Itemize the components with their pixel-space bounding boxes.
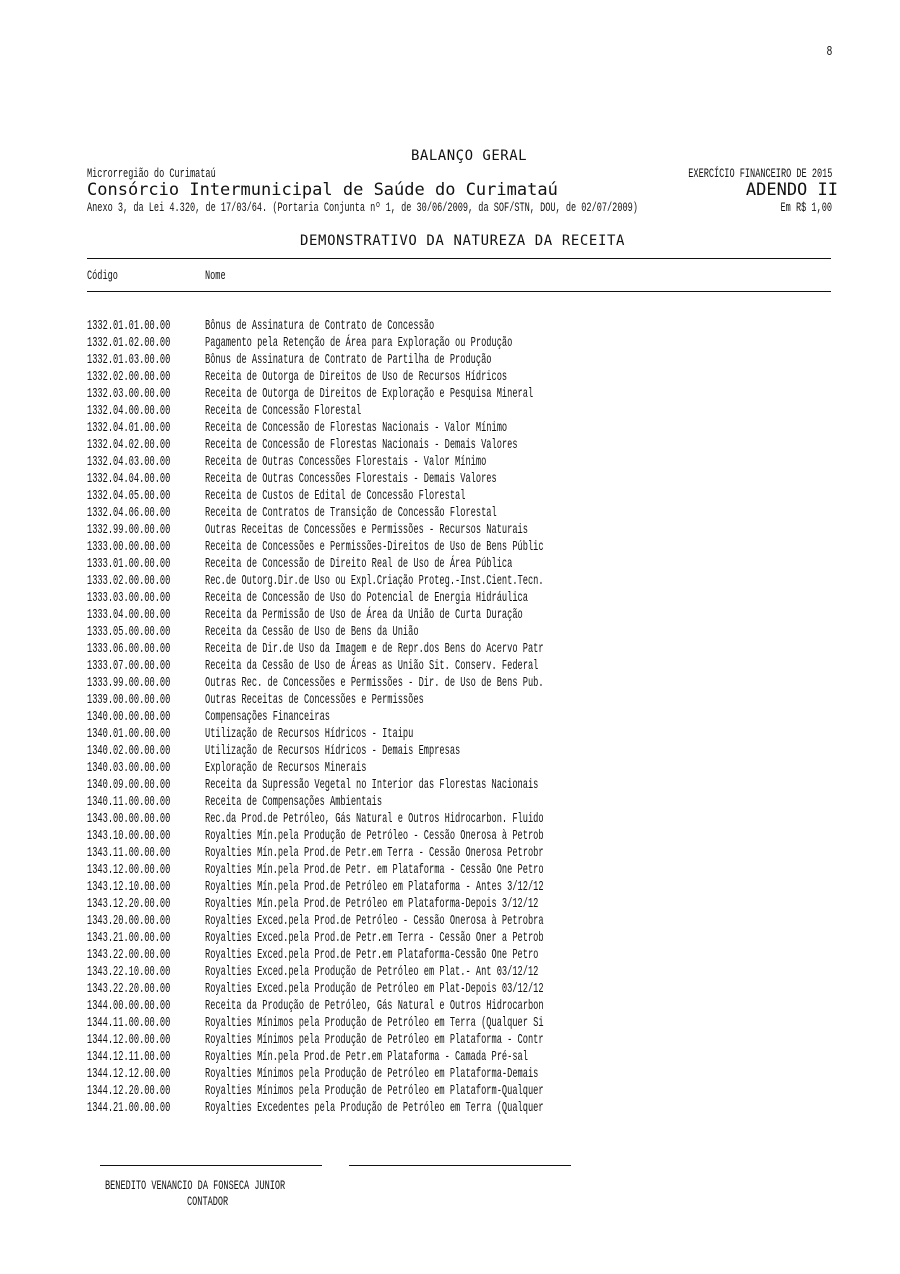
revenue-name: Royalties Excedentes pela Produção de Petróleo em Terra (Qualquer bbox=[205, 1100, 544, 1116]
table-row bbox=[87, 777, 827, 794]
table-row bbox=[87, 845, 827, 862]
table-row bbox=[87, 607, 827, 624]
report-title: BALANÇO GERAL bbox=[411, 148, 528, 164]
revenue-code: 1332.04.01.00.00 bbox=[87, 420, 171, 436]
entity-name: Consórcio Intermunicipal de Saúde do Curimataú bbox=[87, 180, 558, 200]
revenue-code: 1340.00.00.00.00 bbox=[87, 709, 171, 725]
revenue-code: 1333.02.00.00.00 bbox=[87, 573, 171, 589]
revenue-code: 1344.11.00.00.00 bbox=[87, 1015, 171, 1031]
table-row bbox=[87, 964, 827, 981]
revenue-code: 1332.04.00.00.00 bbox=[87, 403, 171, 419]
revenue-name: Receita de Contratos de Transição de Concessão Florestal bbox=[205, 505, 497, 521]
revenue-code: 1343.00.00.00.00 bbox=[87, 811, 171, 827]
table-row bbox=[87, 556, 827, 573]
table-row bbox=[87, 658, 827, 675]
signer-role: CONTADOR bbox=[187, 1194, 229, 1209]
revenue-code: 1343.22.10.00.00 bbox=[87, 964, 171, 980]
revenue-name: Receita da Supressão Vegetal no Interior das Florestas Nacionais bbox=[205, 777, 539, 793]
table-row bbox=[87, 471, 827, 488]
revenue-code: 1332.04.02.00.00 bbox=[87, 437, 171, 453]
revenue-name: Rec.de Outorg.Dir.de Uso ou Expl.Criação Proteg.-Inst.Cient.Tecn. bbox=[205, 573, 544, 589]
revenue-code: 1343.12.20.00.00 bbox=[87, 896, 171, 912]
revenue-name: Royalties Mín.pela Prod.de Petr. em Plataforma - Cessão One Petro bbox=[205, 862, 544, 878]
table-row bbox=[87, 369, 827, 386]
revenue-name: Royalties Exced.pela Prod.de Petróleo - Cessão Onerosa à Petrobra bbox=[205, 913, 544, 929]
revenue-name: Pagamento pela Retenção de Área para Exploração ou Produção bbox=[205, 335, 513, 351]
revenue-name: Bônus de Assinatura de Contrato de Concessão bbox=[205, 318, 435, 334]
revenue-name: Royalties Exced.pela Prod.de Petr.em Plataforma-Cessão One Petro bbox=[205, 947, 539, 963]
table-row bbox=[87, 896, 827, 913]
revenue-name: Receita de Dir.de Uso da Imagem e de Repr.dos Bens do Acervo Patr bbox=[205, 641, 544, 657]
revenue-name: Outras Receitas de Concessões e Permissões bbox=[205, 692, 424, 708]
revenue-code: 1343.20.00.00.00 bbox=[87, 913, 171, 929]
table-row bbox=[87, 318, 827, 335]
revenue-code: 1332.04.03.00.00 bbox=[87, 454, 171, 470]
revenue-name: Compensações Financeiras bbox=[205, 709, 331, 725]
table-row bbox=[87, 488, 827, 505]
signer-name: BENEDITO VENANCIO DA FONSECA JUNIOR bbox=[105, 1178, 286, 1193]
revenue-name: Outras Receitas de Concessões e Permissões - Recursos Naturais bbox=[205, 522, 528, 538]
revenue-name: Royalties Exced.pela Produção de Petróleo em Plat.- Ant 03/12/12 bbox=[205, 964, 539, 980]
revenue-code: 1332.03.00.00.00 bbox=[87, 386, 171, 402]
revenue-code: 1343.22.00.00.00 bbox=[87, 947, 171, 963]
revenue-code: 1344.12.00.00.00 bbox=[87, 1032, 171, 1048]
table-row bbox=[87, 386, 827, 403]
revenue-name: Utilização de Recursos Hídricos - Demais Empresas bbox=[205, 743, 461, 759]
table-row bbox=[87, 1049, 827, 1066]
table-row bbox=[87, 811, 827, 828]
revenue-name: Receita da Produção de Petróleo, Gás Natural e Outros Hidrocarbon bbox=[205, 998, 544, 1014]
table-row bbox=[87, 998, 827, 1015]
revenue-code: 1344.12.12.00.00 bbox=[87, 1066, 171, 1082]
revenue-code: 1340.09.00.00.00 bbox=[87, 777, 171, 793]
revenue-code: 1333.06.00.00.00 bbox=[87, 641, 171, 657]
revenue-code: 1332.04.04.00.00 bbox=[87, 471, 171, 487]
revenue-name: Royalties Exced.pela Prod.de Petr.em Terra - Cessão Oner a Petrob bbox=[205, 930, 544, 946]
table-row bbox=[87, 624, 827, 641]
table-row bbox=[87, 862, 827, 879]
revenue-name: Receita de Compensações Ambientais bbox=[205, 794, 383, 810]
revenue-code: 1340.03.00.00.00 bbox=[87, 760, 171, 776]
table-row bbox=[87, 352, 827, 369]
table-row bbox=[87, 522, 827, 539]
table-row bbox=[87, 1083, 827, 1100]
revenue-code: 1343.21.00.00.00 bbox=[87, 930, 171, 946]
revenue-name: Receita de Outorga de Direitos de Exploração e Pesquisa Mineral bbox=[205, 386, 534, 402]
table-row bbox=[87, 1032, 827, 1049]
revenue-name: Bônus de Assinatura de Contrato de Partilha de Produção bbox=[205, 352, 492, 368]
table-row bbox=[87, 420, 827, 437]
addendum-label: ADENDO II bbox=[745, 180, 838, 200]
table-row bbox=[87, 828, 827, 845]
revenue-name: Royalties Mín.pela Prod.de Petr.em Plataforma - Camada Pré-sal bbox=[205, 1049, 528, 1065]
signature-line-secondary bbox=[349, 1165, 571, 1166]
table-row bbox=[87, 403, 827, 420]
legal-reference: Anexo 3, da Lei 4.320, de 17/03/64. (Portaria Conjunta nº 1, de 30/06/2009, da SOF/STN, DOU, de 02/07/2009) bbox=[87, 200, 638, 215]
revenue-name: Royalties Exced.pela Produção de Petróleo em Plat-Depois 03/12/12 bbox=[205, 981, 544, 997]
revenue-name: Receita de Outras Concessões Florestais - Valor Mínimo bbox=[205, 454, 487, 470]
revenue-name: Receita da Cessão de Uso de Áreas as União Sit. Conserv. Federal bbox=[205, 658, 539, 674]
table-row bbox=[87, 930, 827, 947]
revenue-name: Receita de Outorga de Direitos de Uso de Recursos Hídricos bbox=[205, 369, 508, 385]
revenue-code: 1332.01.03.00.00 bbox=[87, 352, 171, 368]
revenue-name: Receita da Permissão de Uso de Área da União de Curta Duração bbox=[205, 607, 523, 623]
revenue-name: Royalties Mínimos pela Produção de Petróleo em Plataforma-Demais bbox=[205, 1066, 539, 1082]
table-row bbox=[87, 590, 827, 607]
table-row bbox=[87, 709, 827, 726]
table-row bbox=[87, 913, 827, 930]
revenue-name: Receita de Concessão Florestal bbox=[205, 403, 362, 419]
revenue-name: Receita de Concessão de Uso do Potencial de Energia Hidráulica bbox=[205, 590, 528, 606]
revenue-name: Receita de Outras Concessões Florestais - Demais Valores bbox=[205, 471, 497, 487]
table-row bbox=[87, 692, 827, 709]
revenue-name: Receita de Custos de Edital de Concessão Florestal bbox=[205, 488, 466, 504]
revenue-code: 1344.21.00.00.00 bbox=[87, 1100, 171, 1116]
revenue-name: Receita da Cessão de Uso de Bens da União bbox=[205, 624, 419, 640]
revenue-name: Royalties Mínimos pela Produção de Petróleo em Terra (Qualquer Si bbox=[205, 1015, 544, 1031]
revenue-code: 1343.10.00.00.00 bbox=[87, 828, 171, 844]
revenue-code: 1333.03.00.00.00 bbox=[87, 590, 171, 606]
revenue-code: 1332.04.05.00.00 bbox=[87, 488, 171, 504]
revenue-code: 1333.00.00.00.00 bbox=[87, 539, 171, 555]
page-number: 8 bbox=[826, 44, 832, 60]
region-label: Microrregião do Curimataú bbox=[87, 166, 216, 181]
column-header-name: Nome bbox=[205, 268, 226, 283]
revenue-name: Receita de Concessão de Direito Real de Uso de Área Pública bbox=[205, 556, 513, 572]
table-row bbox=[87, 675, 827, 692]
currency-unit: Em R$ 1,00 bbox=[780, 200, 832, 215]
revenue-name: Receita de Concessões e Permissões-Direitos de Uso de Bens Públic bbox=[205, 539, 544, 555]
revenue-code: 1332.01.01.00.00 bbox=[87, 318, 171, 334]
table-row bbox=[87, 1015, 827, 1032]
table-row bbox=[87, 947, 827, 964]
revenue-code: 1340.02.00.00.00 bbox=[87, 743, 171, 759]
demonstrative-title: DEMONSTRATIVO DA NATUREZA DA RECEITA bbox=[300, 233, 626, 249]
revenue-code: 1344.12.20.00.00 bbox=[87, 1083, 171, 1099]
revenue-name: Receita de Concessão de Florestas Nacionais - Valor Mínimo bbox=[205, 420, 508, 436]
revenue-code: 1332.01.02.00.00 bbox=[87, 335, 171, 351]
table-row bbox=[87, 794, 827, 811]
table-row bbox=[87, 981, 827, 998]
table-row bbox=[87, 539, 827, 556]
revenue-code: 1344.00.00.00.00 bbox=[87, 998, 171, 1014]
table-row bbox=[87, 726, 827, 743]
revenue-name: Outras Rec. de Concessões e Permissões - Dir. de Uso de Bens Pub. bbox=[205, 675, 544, 691]
revenue-name: Royalties Mín.pela Prod.de Petróleo em Plataforma-Depois 3/12/12 bbox=[205, 896, 539, 912]
revenue-code: 1343.11.00.00.00 bbox=[87, 845, 171, 861]
signature-line bbox=[100, 1165, 322, 1166]
revenue-name: Utilização de Recursos Hídricos - Itaipu bbox=[205, 726, 414, 742]
revenue-name: Receita de Concessão de Florestas Nacionais - Demais Valores bbox=[205, 437, 518, 453]
table-row bbox=[87, 335, 827, 352]
revenue-code: 1343.22.20.00.00 bbox=[87, 981, 171, 997]
table-row bbox=[87, 743, 827, 760]
table-row bbox=[87, 641, 827, 658]
table-row bbox=[87, 454, 827, 471]
revenue-name: Royalties Mín.pela Produção de Petróleo - Cessão Onerosa à Petrob bbox=[205, 828, 544, 844]
revenue-code: 1332.99.00.00.00 bbox=[87, 522, 171, 538]
revenue-name: Royalties Mín.pela Prod.de Petr.em Terra - Cessão Onerosa Petrobr bbox=[205, 845, 544, 861]
header-rule bbox=[87, 291, 831, 292]
table-row bbox=[87, 1100, 827, 1117]
revenue-code: 1344.12.11.00.00 bbox=[87, 1049, 171, 1065]
revenue-name: Royalties Mínimos pela Produção de Petróleo em Plataforma - Contr bbox=[205, 1032, 544, 1048]
revenue-code: 1343.12.10.00.00 bbox=[87, 879, 171, 895]
revenue-code: 1343.12.00.00.00 bbox=[87, 862, 171, 878]
revenue-code: 1333.99.00.00.00 bbox=[87, 675, 171, 691]
revenue-code: 1333.01.00.00.00 bbox=[87, 556, 171, 572]
revenue-code: 1333.05.00.00.00 bbox=[87, 624, 171, 640]
table-row bbox=[87, 505, 827, 522]
revenue-code: 1332.04.06.00.00 bbox=[87, 505, 171, 521]
revenue-code: 1340.11.00.00.00 bbox=[87, 794, 171, 810]
table-row bbox=[87, 760, 827, 777]
title-rule bbox=[87, 258, 831, 259]
revenue-table bbox=[87, 318, 827, 1117]
revenue-name: Royalties Mín.pela Prod.de Petróleo em Plataforma - Antes 3/12/12 bbox=[205, 879, 544, 895]
table-row bbox=[87, 879, 827, 896]
revenue-name: Royalties Mínimos pela Produção de Petróleo em Plataform-Qualquer bbox=[205, 1083, 544, 1099]
table-row bbox=[87, 573, 827, 590]
table-row bbox=[87, 1066, 827, 1083]
revenue-code: 1339.00.00.00.00 bbox=[87, 692, 171, 708]
table-row bbox=[87, 437, 827, 454]
column-header-code: Código bbox=[87, 268, 118, 283]
fiscal-year-label: EXERCÍCIO FINANCEIRO DE 2015 bbox=[687, 166, 832, 181]
revenue-code: 1340.01.00.00.00 bbox=[87, 726, 171, 742]
revenue-name: Exploração de Recursos Minerais bbox=[205, 760, 367, 776]
revenue-code: 1333.04.00.00.00 bbox=[87, 607, 171, 623]
revenue-name: Rec.da Prod.de Petróleo, Gás Natural e Outros Hidrocarbon. Fluido bbox=[205, 811, 544, 827]
revenue-code: 1333.07.00.00.00 bbox=[87, 658, 171, 674]
revenue-code: 1332.02.00.00.00 bbox=[87, 369, 171, 385]
